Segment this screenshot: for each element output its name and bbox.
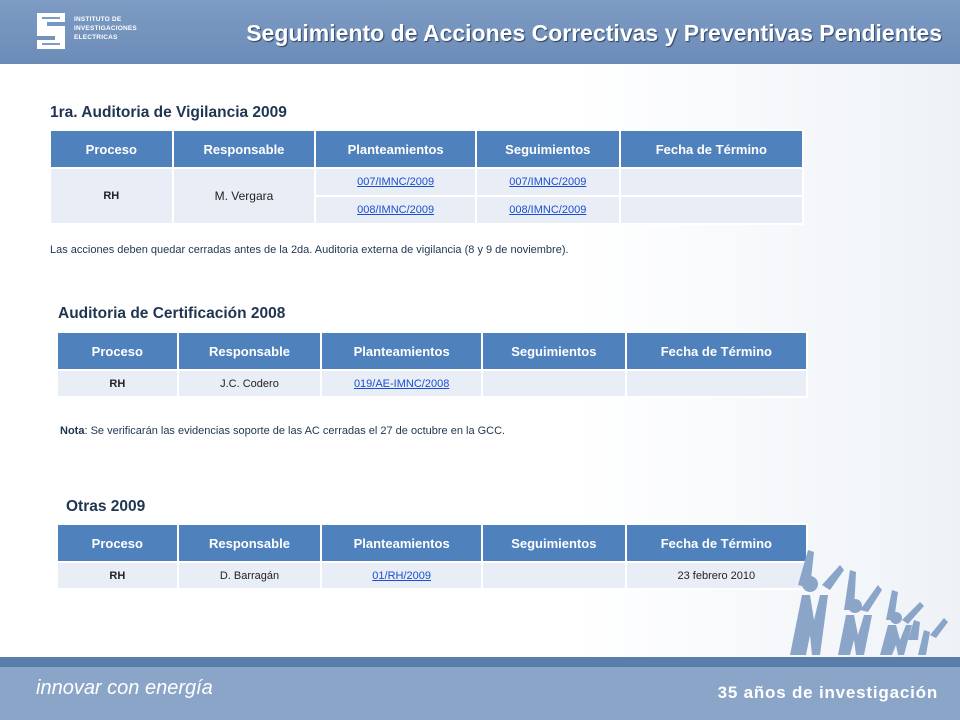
cell-seguimiento [476,196,620,224]
cell-proceso: RH [57,370,178,397]
header-bar [0,0,960,64]
cell-fecha [620,196,803,224]
note-certificacion [60,425,505,437]
cell-planteamiento [321,562,482,589]
logo-line: INVESTIGACIONES [74,25,137,32]
col-header: Responsable [178,524,322,562]
cell-responsable: D. Barragán [178,562,322,589]
table-header-row [57,332,807,370]
col-header: Proceso [57,524,178,562]
cell-planteamiento [321,370,482,397]
table-header-row [57,524,807,562]
table-certificacion [56,331,808,398]
table-row [50,168,803,196]
people-figures-icon [780,540,960,660]
col-header: Seguimientos [482,332,626,370]
footer-divider [0,657,960,667]
table-otras [56,523,808,590]
cell-seguimiento [476,168,620,196]
cell-planteamiento [315,196,476,224]
cell-planteamiento [315,168,476,196]
col-header: Seguimientos [482,524,626,562]
page-title: Seguimiento de Acciones Correctivas y Preventivas Pendientes [246,20,942,46]
col-header: Planteamientos [315,130,476,168]
note-text: : Se verificarán las evidencias soporte de las AC cerradas el 27 de octubre en la GCC. [84,425,506,437]
col-header: Proceso [50,130,173,168]
iie-logo-icon [34,10,68,52]
footer-bar [0,667,960,720]
logo-text [74,15,137,42]
cell-fecha [626,370,807,397]
section-title-otras: Otras 2009 [66,498,146,515]
planteamiento-link[interactable]: 008/IMNC/2009 [357,204,435,216]
footer-anniversary: 35 años de investigación [717,683,938,702]
cell-responsable: M. Vergara [173,168,316,224]
cell-seguimiento [482,562,626,589]
logo-line: ELECTRICAS [74,34,118,41]
cell-proceso: RH [50,168,173,224]
col-header: Seguimientos [476,130,620,168]
cell-responsable: J.C. Codero [178,370,322,397]
col-header: Fecha de Término [626,524,807,562]
note-vigilancia: Las acciones deben quedar cerradas antes de la 2da. Auditoria externa de vigilancia (8 y 9 de noviembre). [50,244,569,256]
logo-line: INSTITUTO DE [74,16,122,23]
iie-logo [34,10,154,54]
col-header: Fecha de Término [620,130,803,168]
planteamiento-link[interactable]: 007/IMNC/2009 [357,176,435,188]
table-vigilancia [49,129,804,225]
cell-seguimiento [482,370,626,397]
cell-proceso: RH [57,562,178,589]
seguimiento-link[interactable]: 007/IMNC/2009 [509,176,587,188]
section-title-vigilancia: 1ra. Auditoria de Vigilancia 2009 [50,104,287,121]
col-header: Responsable [173,130,316,168]
col-header: Responsable [178,332,322,370]
col-header: Planteamientos [321,524,482,562]
cell-fecha [620,168,803,196]
table-row [57,370,807,397]
note-label: Nota [60,425,85,437]
col-header: Proceso [57,332,178,370]
col-header: Fecha de Término [626,332,807,370]
planteamiento-link[interactable]: 01/RH/2009 [372,569,431,582]
col-header: Planteamientos [321,332,482,370]
seguimiento-link[interactable]: 008/IMNC/2009 [509,204,587,216]
table-header-row [50,130,803,168]
section-title-certificacion: Auditoria de Certificación 2008 [58,305,286,322]
planteamiento-link[interactable]: 019/AE-IMNC/2008 [353,377,450,390]
footer-slogan: innovar con energía [36,677,213,699]
cell-fecha: 23 febrero 2010 [626,562,807,589]
table-row [57,562,807,589]
